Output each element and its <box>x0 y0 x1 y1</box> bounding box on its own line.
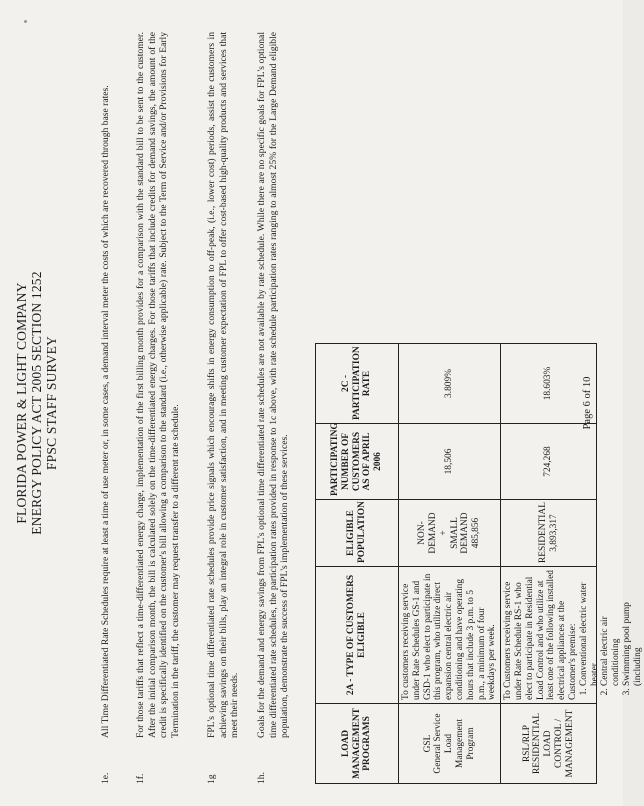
paragraph-label-1h: 1h. <box>256 772 267 784</box>
policy-title: ENERGY POLICY ACT 2005 SECTION 1252 <box>29 271 44 535</box>
program-line: GSL <box>422 734 433 753</box>
paragraph-1e: All Time Differentiated Rate Schedules require at least a time of use meter or, in some cases, a demand interval meter the costs of which are recovered through base rates. <box>100 85 111 738</box>
population-line: 3,893,317 <box>548 514 559 552</box>
company-title: FLORIDA POWER & LIGHT COMPANY <box>14 282 29 524</box>
header-participating-number: PARTICIPATING NUMBER OF CUSTOMERS AS OF APRIL 2006 <box>316 424 399 500</box>
paragraph-1g: FPL's optional time differentiated rate schedules provide price signals which encourage shifts in energy consumption to off-peak, (i.e., lower cost) periods, assist the customers in achieving savings on their bills, play an integral role in customer satisfaction, and in meeting customer expectation of FPL to offer cost-based high-quality products and services that meet their needs. <box>206 32 241 738</box>
program-name-cell <box>399 704 501 784</box>
header-programs: LOAD MANAGEMENT PROGRAMS <box>316 704 399 784</box>
header-customers-eligible: 2A - TYPE OF CUSTOMERS ELIGIBLE <box>316 567 399 704</box>
program-line: General Service Load <box>433 713 455 774</box>
participation-rate-cell: 18.603% <box>501 344 597 424</box>
participating-number-cell: 18,506 <box>399 424 501 500</box>
participating-number-cell: 724,268 <box>501 424 597 500</box>
table-header-row <box>316 344 399 784</box>
survey-title: FPSC STAFF SURVEY <box>44 335 59 471</box>
load-management-table <box>315 343 643 784</box>
header-participation-rate: 2C - PARTICIPATION RATE <box>316 344 399 424</box>
population-line: DEMAND <box>460 512 471 554</box>
page-number: Page 6 of 10 <box>582 376 593 430</box>
scan-speck <box>24 20 27 23</box>
program-line: RESIDENTIAL LOAD <box>532 713 554 774</box>
table-row <box>399 344 501 784</box>
eligible-text-clip <box>503 570 643 700</box>
paragraph-label-1g: 1g <box>206 774 217 784</box>
paragraph-1h: Goals for the demand and energy savings from FPL's optional time differentiated rate schedules are not available by rate schedule. While there are no specific goals for FPL's optional time differentiated rate schedules, the participation rates provided in response to 1c above, with rate schedule participation rates ranging to almost 25% for the Large Demand eligible population, demonstrate the success of FPL's implementation of these services. <box>256 32 291 738</box>
program-line: Management Program <box>454 719 476 768</box>
eligible-description: To Customers receiving service under Rate Schedule RS-1 who elect to participate in Residential Load Control and who utilize at least one of the following installed electrical appliances at the Customer's premise: <box>503 570 578 700</box>
list-item: 1. Conventional electric water heater <box>579 570 601 686</box>
paragraph-label-1e: 1e. <box>100 772 111 784</box>
population-line: RESIDENTIAL <box>537 502 548 563</box>
header-eligible-population: ELIGIBLE POPULATION <box>316 500 399 567</box>
population-line: NON-DEMAND <box>417 512 438 554</box>
list-item: 3. Swimming pool pump (including <box>622 570 644 686</box>
list-item: 2. Central electric air conditioning <box>600 570 622 686</box>
program-line: CONTROL / <box>554 719 565 768</box>
paragraph-1f: For those tariffs that reflect a time-differentiated energy charge, implementation of the first billing month provides for a comparison with the standard bill to be sent to the customer. After the initial comparison month, the bill is calculated solely on the time-differentiated energy charges. For those tariffs that include credits for demand savings, the amount of the credit is specifically identified on the customer's bill allowing a comparison to the standard (i.e., otherwise applicable) rate. Subject to the Term of Service and/or Provisions for Early Termination in the tariff, the customer may request transfer to a different rate schedule. <box>135 32 181 738</box>
program-line: MANAGEMENT <box>564 709 575 778</box>
population-line: + <box>438 530 449 536</box>
eligible-customers-cell: To customers receiving service under Rate Schedules GS-1 and GSD-1 who elect to participate in this program, who utilize direct expansion central electric air conditioning and have operating hours that include 3 p.m. to 5 p.m., a minimum of four weekdays per week. <box>399 567 501 704</box>
program-line: RSL/RLP <box>521 725 532 762</box>
eligible-population-cell <box>399 500 501 567</box>
participation-rate-cell: 3.809% <box>399 344 501 424</box>
population-line: SMALL <box>449 517 460 549</box>
paragraph-label-1f: 1f. <box>135 773 146 784</box>
population-line: 485,856 <box>471 517 482 549</box>
